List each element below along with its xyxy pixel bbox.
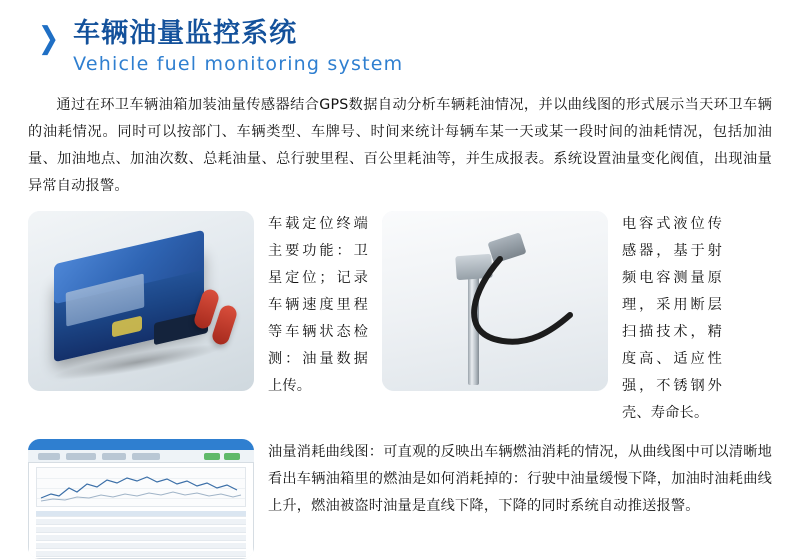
fuel-data-table	[36, 511, 246, 553]
toolbar-button-green-2	[224, 453, 240, 460]
software-titlebar	[28, 439, 254, 450]
capacitive-fuel-level-sensor-photo	[382, 211, 608, 391]
feature-row-top	[28, 211, 772, 427]
fuel-consumption-curve-chart	[36, 467, 246, 507]
table-row	[36, 527, 246, 533]
feature-caption-curve: 油量消耗曲线图：可直观的反映出车辆燃油消耗的情况，从曲线图中可以清晰地看出车辆油箱里的燃油是如何消耗掉的：行驶中油量缓慢下降，加油时油耗曲线上升，燃油被盗时油量是直线下降，下降的同时系统自动推送报警。	[268, 443, 772, 514]
toolbar-button-green-1	[204, 453, 220, 460]
intro-paragraph: 通过在环卫车辆油箱加装油量传感器结合GPS数据自动分析车辆耗油情况，并以曲线图的形式展示当天环卫车辆的油耗情况。同时可以按部门、车辆类型、车牌号、时间来统计每辆车某一天或某一段时间的油耗情况，包括加油量、加油地点、加油次数、总耗油量、总行驶里程、百公里耗油等，并生成报表。系统设置油量变化阀值，出现油量异常自动报警。	[28, 96, 772, 195]
table-row	[36, 535, 246, 541]
table-row	[36, 519, 246, 525]
toolbar-button-1	[38, 453, 60, 460]
feature-caption-sensor: 电容式液位传感器，基于射频电容测量原理，采用断层扫描技术，精度高、适应性强，不锈钢外壳、寿命长。	[622, 215, 722, 421]
feature-row-bottom	[28, 439, 772, 559]
chevron-right-icon: ❯	[37, 21, 60, 56]
page-title-en: Vehicle fuel monitoring system	[73, 53, 404, 76]
header-text-group	[73, 18, 403, 78]
feature-rows	[28, 211, 772, 559]
table-header-row	[36, 511, 246, 517]
fuel-curve-software-screenshot	[28, 439, 254, 559]
toolbar-button-4	[132, 453, 160, 460]
table-row	[36, 551, 246, 557]
table-row	[36, 543, 246, 549]
toolbar-button-3	[102, 453, 126, 460]
sensor-cable	[442, 251, 592, 371]
gps-tracker-device-photo	[28, 211, 254, 391]
toolbar-button-2	[66, 453, 96, 460]
feature-caption-device: 车载定位终端主要功能：卫星定位；记录车辆速度里程等车辆状态检测：油量数据上传。	[268, 215, 368, 394]
page-title-cn: 车辆油量监控系统	[73, 18, 298, 49]
page-header	[28, 18, 772, 78]
